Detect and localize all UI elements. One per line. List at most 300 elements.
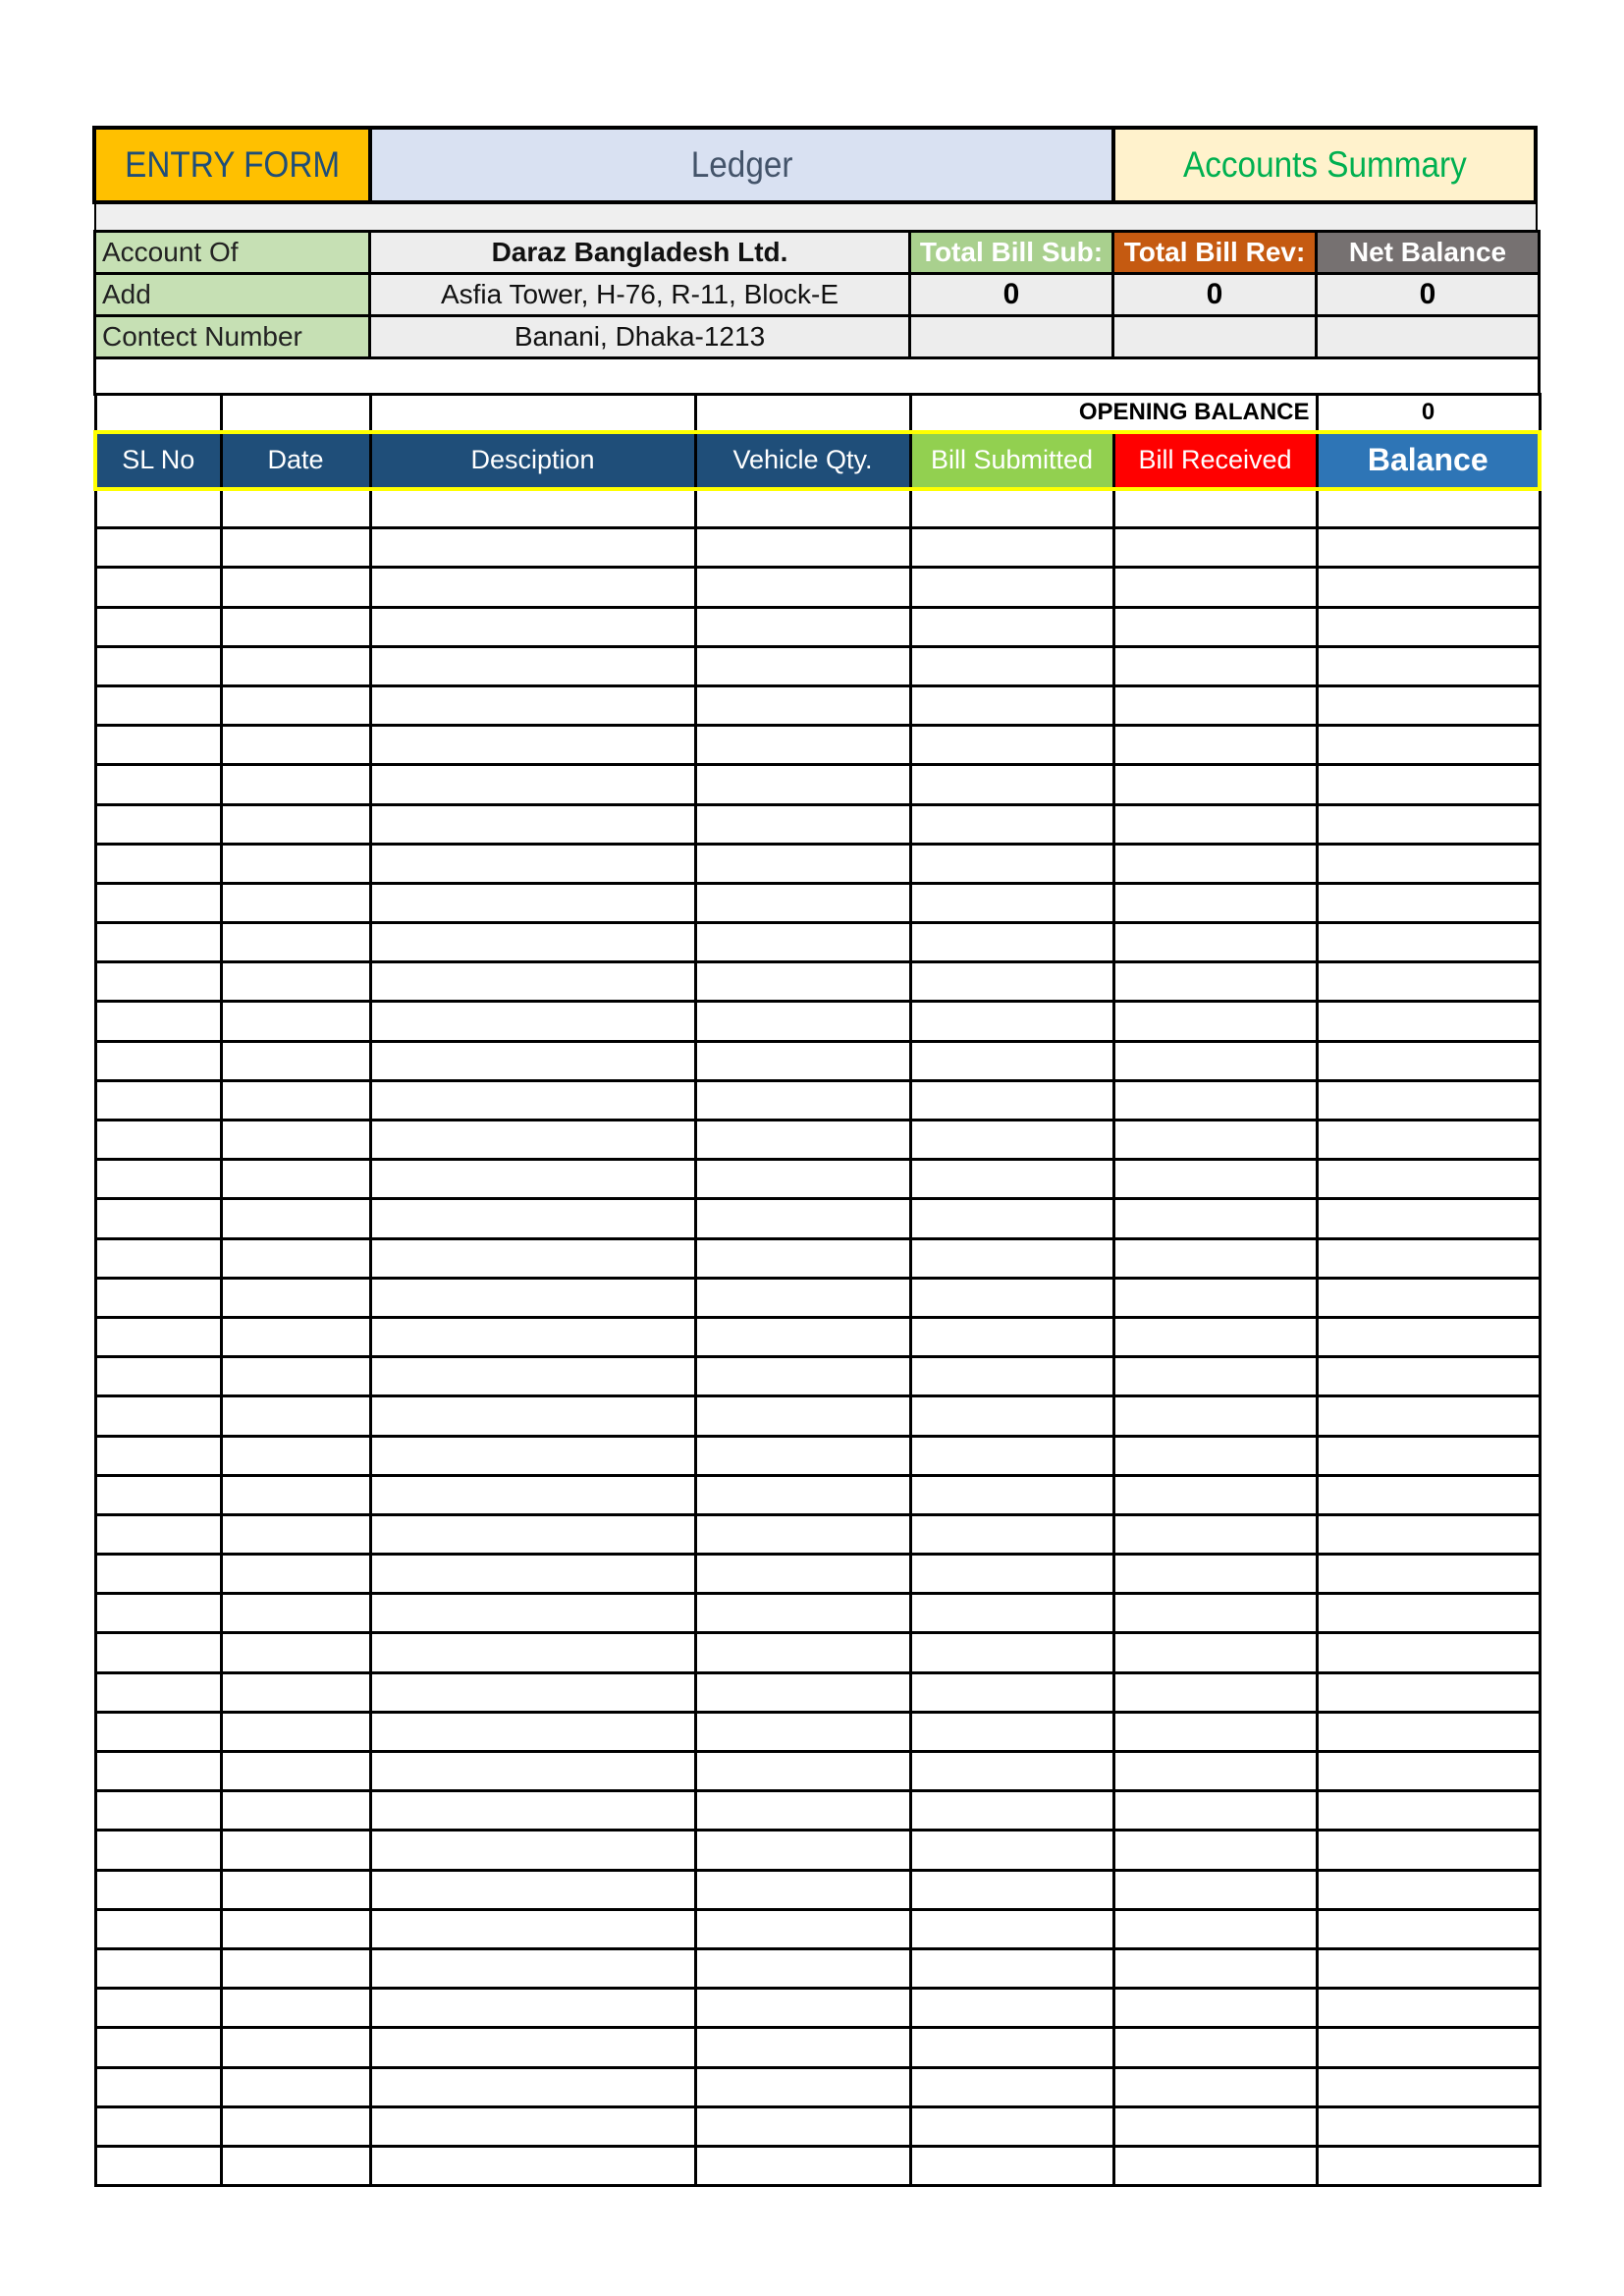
cell-description[interactable] (370, 1317, 695, 1356)
ledger-button[interactable] (372, 130, 1115, 200)
cell-vehicle-qty[interactable] (695, 528, 910, 568)
cell-bill-submitted[interactable] (910, 1989, 1113, 2028)
cell-description[interactable] (370, 1672, 695, 1712)
cell-sl-no[interactable] (95, 765, 221, 804)
cell-balance[interactable] (1317, 1121, 1540, 1160)
cell-description[interactable] (370, 1514, 695, 1554)
cell-bill-received[interactable] (1113, 1121, 1317, 1160)
cell-bill-submitted[interactable] (910, 568, 1113, 607)
cell-date[interactable] (221, 2106, 370, 2146)
cell-vehicle-qty[interactable] (695, 844, 910, 883)
cell-balance[interactable] (1317, 646, 1540, 685)
cell-balance[interactable] (1317, 1475, 1540, 1514)
cell-vehicle-qty[interactable] (695, 2028, 910, 2067)
cell-bill-received[interactable] (1113, 1396, 1317, 1436)
cell-date[interactable] (221, 1317, 370, 1356)
cell-balance[interactable] (1317, 1948, 1540, 1988)
cell-balance[interactable] (1317, 1317, 1540, 1356)
cell-bill-received[interactable] (1113, 2146, 1317, 2185)
cell-bill-received[interactable] (1113, 1475, 1317, 1514)
cell-sl-no[interactable] (95, 1002, 221, 1041)
cell-description[interactable] (370, 685, 695, 725)
cell-bill-submitted[interactable] (910, 883, 1113, 922)
cell-date[interactable] (221, 1041, 370, 1080)
cell-sl-no[interactable] (95, 489, 221, 528)
cell-date[interactable] (221, 1278, 370, 1317)
cell-balance[interactable] (1317, 883, 1540, 922)
cell-date[interactable] (221, 2146, 370, 2185)
cell-bill-received[interactable] (1113, 1989, 1317, 2028)
cell-date[interactable] (221, 1948, 370, 1988)
cell-date[interactable] (221, 1555, 370, 1594)
cell-bill-received[interactable] (1113, 2106, 1317, 2146)
cell-date[interactable] (221, 883, 370, 922)
cell-sl-no[interactable] (95, 1948, 221, 1988)
cell-sl-no[interactable] (95, 1436, 221, 1475)
cell-bill-received[interactable] (1113, 883, 1317, 922)
cell-balance[interactable] (1317, 1791, 1540, 1831)
cell-sl-no[interactable] (95, 1633, 221, 1672)
cell-vehicle-qty[interactable] (695, 1514, 910, 1554)
cell-description[interactable] (370, 765, 695, 804)
cell-vehicle-qty[interactable] (695, 923, 910, 962)
cell-bill-submitted[interactable] (910, 1160, 1113, 1199)
cell-vehicle-qty[interactable] (695, 2146, 910, 2185)
cell-sl-no[interactable] (95, 1594, 221, 1633)
cell-vehicle-qty[interactable] (695, 1002, 910, 1041)
cell-bill-received[interactable] (1113, 726, 1317, 765)
cell-description[interactable] (370, 1712, 695, 1751)
cell-date[interactable] (221, 804, 370, 844)
cell-bill-submitted[interactable] (910, 1317, 1113, 1356)
cell-date[interactable] (221, 844, 370, 883)
cell-sl-no[interactable] (95, 2067, 221, 2106)
cell-date[interactable] (221, 1514, 370, 1554)
cell-date[interactable] (221, 685, 370, 725)
cell-sl-no[interactable] (95, 804, 221, 844)
cell-bill-submitted[interactable] (910, 844, 1113, 883)
cell-description[interactable] (370, 1594, 695, 1633)
contact-number-value[interactable]: Banani, Dhaka-1213 (370, 316, 910, 358)
account-of-value[interactable]: Daraz Bangladesh Ltd. (370, 232, 910, 274)
cell-bill-submitted[interactable] (910, 1712, 1113, 1751)
cell-balance[interactable] (1317, 1514, 1540, 1554)
cell-description[interactable] (370, 1436, 695, 1475)
cell-bill-received[interactable] (1113, 765, 1317, 804)
cell-bill-submitted[interactable] (910, 685, 1113, 725)
cell-sl-no[interactable] (95, 962, 221, 1002)
cell-sl-no[interactable] (95, 883, 221, 922)
cell-description[interactable] (370, 1752, 695, 1791)
cell-date[interactable] (221, 1080, 370, 1120)
cell-balance[interactable] (1317, 568, 1540, 607)
cell-vehicle-qty[interactable] (695, 883, 910, 922)
cell-bill-received[interactable] (1113, 1041, 1317, 1080)
cell-sl-no[interactable] (95, 646, 221, 685)
cell-bill-submitted[interactable] (910, 1002, 1113, 1041)
cell-balance[interactable] (1317, 1712, 1540, 1751)
cell-description[interactable] (370, 804, 695, 844)
cell-date[interactable] (221, 1238, 370, 1278)
cell-sl-no[interactable] (95, 1396, 221, 1436)
cell-vehicle-qty[interactable] (695, 1948, 910, 1988)
cell-date[interactable] (221, 1121, 370, 1160)
cell-vehicle-qty[interactable] (695, 962, 910, 1002)
cell-balance[interactable] (1317, 1002, 1540, 1041)
cell-description[interactable] (370, 646, 695, 685)
cell-bill-submitted[interactable] (910, 726, 1113, 765)
cell-sl-no[interactable] (95, 1317, 221, 1356)
cell-date[interactable] (221, 1199, 370, 1238)
cell-vehicle-qty[interactable] (695, 1160, 910, 1199)
cell-bill-submitted[interactable] (910, 2067, 1113, 2106)
cell-bill-submitted[interactable] (910, 1396, 1113, 1436)
cell-description[interactable] (370, 1357, 695, 1396)
cell-bill-submitted[interactable] (910, 804, 1113, 844)
cell-date[interactable] (221, 1870, 370, 1909)
cell-bill-received[interactable] (1113, 2028, 1317, 2067)
cell-vehicle-qty[interactable] (695, 1278, 910, 1317)
cell-bill-submitted[interactable] (910, 1791, 1113, 1831)
cell-balance[interactable] (1317, 2067, 1540, 2106)
cell-description[interactable] (370, 2146, 695, 2185)
cell-vehicle-qty[interactable] (695, 607, 910, 646)
cell-description[interactable] (370, 1080, 695, 1120)
cell-bill-received[interactable] (1113, 1278, 1317, 1317)
cell-date[interactable] (221, 607, 370, 646)
cell-balance[interactable] (1317, 489, 1540, 528)
cell-description[interactable] (370, 1238, 695, 1278)
cell-bill-received[interactable] (1113, 962, 1317, 1002)
cell-date[interactable] (221, 1752, 370, 1791)
cell-date[interactable] (221, 2067, 370, 2106)
entry-form-button[interactable] (96, 130, 372, 200)
cell-description[interactable] (370, 528, 695, 568)
cell-bill-submitted[interactable] (910, 1633, 1113, 1672)
cell-bill-received[interactable] (1113, 568, 1317, 607)
cell-description[interactable] (370, 726, 695, 765)
cell-description[interactable] (370, 1199, 695, 1238)
cell-bill-submitted[interactable] (910, 1831, 1113, 1870)
cell-vehicle-qty[interactable] (695, 489, 910, 528)
cell-date[interactable] (221, 1909, 370, 1948)
cell-bill-received[interactable] (1113, 1555, 1317, 1594)
cell-description[interactable] (370, 1396, 695, 1436)
cell-balance[interactable] (1317, 1041, 1540, 1080)
cell-bill-submitted[interactable] (910, 1909, 1113, 1948)
cell-vehicle-qty[interactable] (695, 1831, 910, 1870)
cell-date[interactable] (221, 726, 370, 765)
cell-bill-received[interactable] (1113, 646, 1317, 685)
cell-date[interactable] (221, 1357, 370, 1396)
cell-vehicle-qty[interactable] (695, 1199, 910, 1238)
cell-description[interactable] (370, 568, 695, 607)
cell-bill-received[interactable] (1113, 1317, 1317, 1356)
cell-date[interactable] (221, 962, 370, 1002)
cell-bill-received[interactable] (1113, 1514, 1317, 1554)
cell-vehicle-qty[interactable] (695, 1870, 910, 1909)
cell-sl-no[interactable] (95, 1080, 221, 1120)
cell-bill-received[interactable] (1113, 2067, 1317, 2106)
cell-description[interactable] (370, 1475, 695, 1514)
cell-balance[interactable] (1317, 1870, 1540, 1909)
cell-bill-received[interactable] (1113, 1633, 1317, 1672)
cell-balance[interactable] (1317, 1199, 1540, 1238)
cell-sl-no[interactable] (95, 685, 221, 725)
cell-vehicle-qty[interactable] (695, 646, 910, 685)
cell-sl-no[interactable] (95, 844, 221, 883)
cell-description[interactable] (370, 2067, 695, 2106)
cell-balance[interactable] (1317, 1752, 1540, 1791)
cell-sl-no[interactable] (95, 1555, 221, 1594)
cell-sl-no[interactable] (95, 1831, 221, 1870)
cell-date[interactable] (221, 1436, 370, 1475)
cell-sl-no[interactable] (95, 1672, 221, 1712)
cell-bill-received[interactable] (1113, 607, 1317, 646)
cell-vehicle-qty[interactable] (695, 726, 910, 765)
cell-date[interactable] (221, 1791, 370, 1831)
cell-description[interactable] (370, 1121, 695, 1160)
cell-date[interactable] (221, 1160, 370, 1199)
cell-date[interactable] (221, 1831, 370, 1870)
cell-bill-received[interactable] (1113, 1160, 1317, 1199)
cell-balance[interactable] (1317, 804, 1540, 844)
cell-sl-no[interactable] (95, 923, 221, 962)
cell-balance[interactable] (1317, 528, 1540, 568)
cell-vehicle-qty[interactable] (695, 1357, 910, 1396)
cell-sl-no[interactable] (95, 2106, 221, 2146)
cell-bill-received[interactable] (1113, 1672, 1317, 1712)
cell-bill-submitted[interactable] (910, 489, 1113, 528)
cell-bill-submitted[interactable] (910, 1121, 1113, 1160)
cell-balance[interactable] (1317, 1633, 1540, 1672)
cell-description[interactable] (370, 1041, 695, 1080)
cell-bill-submitted[interactable] (910, 1357, 1113, 1396)
cell-balance[interactable] (1317, 844, 1540, 883)
cell-bill-submitted[interactable] (910, 646, 1113, 685)
cell-vehicle-qty[interactable] (695, 1712, 910, 1751)
cell-vehicle-qty[interactable] (695, 1121, 910, 1160)
cell-balance[interactable] (1317, 685, 1540, 725)
cell-balance[interactable] (1317, 1238, 1540, 1278)
cell-bill-received[interactable] (1113, 1791, 1317, 1831)
cell-sl-no[interactable] (95, 726, 221, 765)
cell-bill-received[interactable] (1113, 1199, 1317, 1238)
cell-date[interactable] (221, 646, 370, 685)
cell-description[interactable] (370, 883, 695, 922)
cell-bill-submitted[interactable] (910, 2106, 1113, 2146)
cell-date[interactable] (221, 1633, 370, 1672)
cell-description[interactable] (370, 844, 695, 883)
cell-balance[interactable] (1317, 1396, 1540, 1436)
cell-bill-submitted[interactable] (910, 765, 1113, 804)
cell-bill-submitted[interactable] (910, 2146, 1113, 2185)
cell-vehicle-qty[interactable] (695, 804, 910, 844)
cell-vehicle-qty[interactable] (695, 2106, 910, 2146)
cell-description[interactable] (370, 1002, 695, 1041)
cell-sl-no[interactable] (95, 607, 221, 646)
cell-vehicle-qty[interactable] (695, 1594, 910, 1633)
cell-vehicle-qty[interactable] (695, 685, 910, 725)
cell-bill-submitted[interactable] (910, 2028, 1113, 2067)
cell-description[interactable] (370, 1555, 695, 1594)
cell-bill-received[interactable] (1113, 923, 1317, 962)
cell-description[interactable] (370, 1791, 695, 1831)
cell-description[interactable] (370, 1278, 695, 1317)
cell-date[interactable] (221, 528, 370, 568)
cell-sl-no[interactable] (95, 1870, 221, 1909)
cell-sl-no[interactable] (95, 1357, 221, 1396)
cell-bill-submitted[interactable] (910, 1514, 1113, 1554)
cell-bill-received[interactable] (1113, 1831, 1317, 1870)
cell-bill-received[interactable] (1113, 1594, 1317, 1633)
cell-vehicle-qty[interactable] (695, 1672, 910, 1712)
cell-balance[interactable] (1317, 1357, 1540, 1396)
cell-vehicle-qty[interactable] (695, 1475, 910, 1514)
cell-sl-no[interactable] (95, 1238, 221, 1278)
cell-description[interactable] (370, 607, 695, 646)
cell-date[interactable] (221, 1594, 370, 1633)
cell-bill-submitted[interactable] (910, 1080, 1113, 1120)
cell-bill-received[interactable] (1113, 685, 1317, 725)
cell-sl-no[interactable] (95, 1041, 221, 1080)
cell-bill-submitted[interactable] (910, 1555, 1113, 1594)
cell-vehicle-qty[interactable] (695, 765, 910, 804)
cell-sl-no[interactable] (95, 1712, 221, 1751)
cell-date[interactable] (221, 1712, 370, 1751)
cell-balance[interactable] (1317, 1831, 1540, 1870)
cell-vehicle-qty[interactable] (695, 568, 910, 607)
cell-vehicle-qty[interactable] (695, 1041, 910, 1080)
cell-description[interactable] (370, 962, 695, 1002)
cell-date[interactable] (221, 489, 370, 528)
cell-description[interactable] (370, 1948, 695, 1988)
cell-vehicle-qty[interactable] (695, 1396, 910, 1436)
cell-bill-submitted[interactable] (910, 1870, 1113, 1909)
cell-sl-no[interactable] (95, 1475, 221, 1514)
cell-vehicle-qty[interactable] (695, 1752, 910, 1791)
cell-bill-submitted[interactable] (910, 1752, 1113, 1791)
cell-bill-received[interactable] (1113, 1238, 1317, 1278)
cell-bill-submitted[interactable] (910, 1672, 1113, 1712)
cell-date[interactable] (221, 1989, 370, 2028)
cell-sl-no[interactable] (95, 2146, 221, 2185)
cell-bill-submitted[interactable] (910, 1948, 1113, 1988)
cell-date[interactable] (221, 765, 370, 804)
cell-bill-received[interactable] (1113, 1870, 1317, 1909)
cell-vehicle-qty[interactable] (695, 1436, 910, 1475)
cell-sl-no[interactable] (95, 1791, 221, 1831)
cell-vehicle-qty[interactable] (695, 2067, 910, 2106)
cell-balance[interactable] (1317, 962, 1540, 1002)
cell-balance[interactable] (1317, 1594, 1540, 1633)
cell-bill-submitted[interactable] (910, 1594, 1113, 1633)
cell-date[interactable] (221, 1475, 370, 1514)
cell-balance[interactable] (1317, 1278, 1540, 1317)
cell-date[interactable] (221, 1396, 370, 1436)
opening-balance-value[interactable]: 0 (1317, 395, 1540, 432)
cell-date[interactable] (221, 923, 370, 962)
cell-balance[interactable] (1317, 607, 1540, 646)
cell-description[interactable] (370, 1870, 695, 1909)
cell-bill-submitted[interactable] (910, 1041, 1113, 1080)
cell-bill-received[interactable] (1113, 1080, 1317, 1120)
cell-bill-submitted[interactable] (910, 1278, 1113, 1317)
cell-vehicle-qty[interactable] (695, 1555, 910, 1594)
cell-sl-no[interactable] (95, 568, 221, 607)
cell-bill-received[interactable] (1113, 528, 1317, 568)
cell-balance[interactable] (1317, 765, 1540, 804)
cell-bill-submitted[interactable] (910, 962, 1113, 1002)
cell-date[interactable] (221, 2028, 370, 2067)
cell-bill-submitted[interactable] (910, 923, 1113, 962)
cell-bill-received[interactable] (1113, 1436, 1317, 1475)
cell-description[interactable] (370, 1989, 695, 2028)
cell-bill-submitted[interactable] (910, 1436, 1113, 1475)
cell-date[interactable] (221, 568, 370, 607)
cell-balance[interactable] (1317, 1672, 1540, 1712)
cell-description[interactable] (370, 1831, 695, 1870)
cell-vehicle-qty[interactable] (695, 1080, 910, 1120)
cell-bill-submitted[interactable] (910, 1475, 1113, 1514)
cell-description[interactable] (370, 2106, 695, 2146)
cell-bill-submitted[interactable] (910, 528, 1113, 568)
cell-vehicle-qty[interactable] (695, 1238, 910, 1278)
cell-balance[interactable] (1317, 1909, 1540, 1948)
cell-balance[interactable] (1317, 2146, 1540, 2185)
cell-vehicle-qty[interactable] (695, 1633, 910, 1672)
cell-bill-received[interactable] (1113, 1948, 1317, 1988)
cell-description[interactable] (370, 1909, 695, 1948)
cell-balance[interactable] (1317, 1555, 1540, 1594)
cell-bill-received[interactable] (1113, 1712, 1317, 1751)
cell-description[interactable] (370, 1160, 695, 1199)
address-value[interactable]: Asfia Tower, H-76, R-11, Block-E (370, 274, 910, 316)
accounts-summary-button[interactable] (1115, 130, 1534, 200)
cell-sl-no[interactable] (95, 1752, 221, 1791)
cell-date[interactable] (221, 1002, 370, 1041)
cell-balance[interactable] (1317, 1160, 1540, 1199)
cell-bill-submitted[interactable] (910, 607, 1113, 646)
cell-balance[interactable] (1317, 1989, 1540, 2028)
cell-sl-no[interactable] (95, 1199, 221, 1238)
cell-balance[interactable] (1317, 923, 1540, 962)
cell-sl-no[interactable] (95, 2028, 221, 2067)
cell-vehicle-qty[interactable] (695, 1317, 910, 1356)
cell-sl-no[interactable] (95, 1278, 221, 1317)
cell-sl-no[interactable] (95, 528, 221, 568)
cell-description[interactable] (370, 2028, 695, 2067)
cell-balance[interactable] (1317, 1080, 1540, 1120)
cell-description[interactable] (370, 1633, 695, 1672)
cell-bill-received[interactable] (1113, 1002, 1317, 1041)
cell-balance[interactable] (1317, 726, 1540, 765)
cell-bill-submitted[interactable] (910, 1199, 1113, 1238)
cell-date[interactable] (221, 1672, 370, 1712)
cell-description[interactable] (370, 489, 695, 528)
cell-bill-received[interactable] (1113, 804, 1317, 844)
cell-bill-received[interactable] (1113, 1357, 1317, 1396)
cell-sl-no[interactable] (95, 1989, 221, 2028)
cell-sl-no[interactable] (95, 1121, 221, 1160)
cell-sl-no[interactable] (95, 1909, 221, 1948)
cell-vehicle-qty[interactable] (695, 1909, 910, 1948)
cell-bill-submitted[interactable] (910, 1238, 1113, 1278)
cell-bill-received[interactable] (1113, 1752, 1317, 1791)
cell-sl-no[interactable] (95, 1514, 221, 1554)
cell-bill-received[interactable] (1113, 489, 1317, 528)
cell-balance[interactable] (1317, 2106, 1540, 2146)
